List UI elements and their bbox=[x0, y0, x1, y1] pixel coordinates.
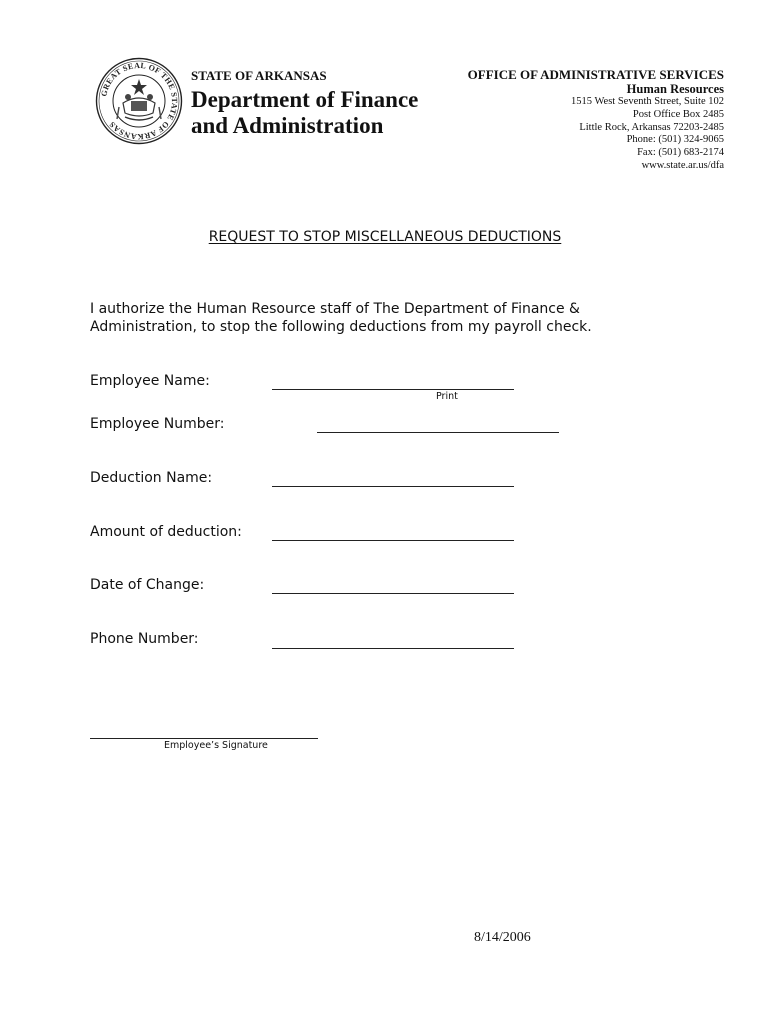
department-title-line-2: and Administration bbox=[191, 113, 384, 138]
department-title-line-1: Department of Finance bbox=[191, 87, 419, 112]
deduction-name-field[interactable] bbox=[272, 486, 514, 487]
division-name: Human Resources bbox=[626, 82, 724, 96]
phone-number-field[interactable] bbox=[272, 648, 514, 649]
date-of-change-field[interactable] bbox=[272, 593, 514, 594]
employee-number-field[interactable] bbox=[317, 432, 559, 433]
authorization-text bbox=[90, 300, 690, 336]
date-of-change-label: Date of Change: bbox=[90, 577, 205, 593]
state-label: STATE OF ARKANSAS bbox=[191, 68, 327, 83]
form-title: REQUEST TO STOP MISCELLANEOUS DEDUCTIONS bbox=[208, 229, 562, 245]
amount-label: Amount of deduction: bbox=[90, 524, 242, 540]
office-address-block bbox=[468, 68, 724, 173]
address-po-box: Post Office Box 2485 bbox=[632, 108, 724, 120]
signature-label: Employee’s Signature bbox=[164, 740, 268, 751]
amount-field[interactable] bbox=[272, 540, 514, 541]
employee-name-field[interactable] bbox=[272, 389, 514, 390]
deduction-name-label: Deduction Name: bbox=[90, 470, 213, 486]
employee-number-label: Employee Number: bbox=[90, 416, 225, 432]
office-name: OFFICE OF ADMINISTRATIVE SERVICES bbox=[467, 67, 724, 82]
employee-name-hint: Print bbox=[436, 391, 458, 402]
svg-text:GREAT SEAL OF THE STATE OF ARK: GREAT SEAL OF THE STATE OF ARKANSAS bbox=[99, 60, 180, 142]
department-title bbox=[191, 87, 418, 139]
authorization-text-line-2: Administration, to stop the following deductions from my payroll check. bbox=[90, 319, 592, 335]
address-website: www.state.ar.us/dfa bbox=[641, 159, 724, 171]
phone-number-label: Phone Number: bbox=[90, 631, 199, 647]
employee-name-label: Employee Name: bbox=[90, 373, 210, 389]
address-phone: Phone: (501) 324-9065 bbox=[626, 134, 724, 146]
address-city: Little Rock, Arkansas 72203-2485 bbox=[579, 121, 724, 133]
authorization-text-line-1: I authorize the Human Resource staff of The Department of Finance & bbox=[90, 301, 580, 317]
address-fax: Fax: (501) 683-2174 bbox=[637, 147, 724, 159]
address-street: 1515 West Seventh Street, Suite 102 bbox=[571, 96, 724, 107]
state-seal-icon bbox=[95, 57, 183, 145]
form-date: 8/14/2006 bbox=[474, 930, 531, 945]
signature-field[interactable] bbox=[90, 738, 318, 739]
